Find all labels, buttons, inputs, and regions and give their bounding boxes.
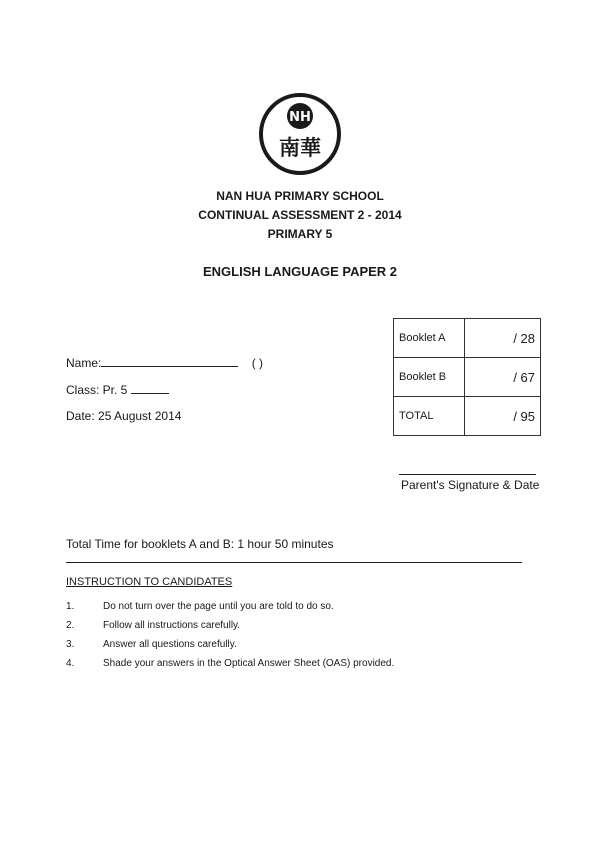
signature-line [399, 474, 536, 475]
class-field [66, 383, 169, 397]
school-name: NAN HUA PRIMARY SCHOOL [216, 189, 384, 203]
score-value: / 67 [465, 358, 541, 397]
class-label: Class: Pr. 5 [66, 383, 128, 397]
date-label: Date: 25 August 2014 [66, 409, 182, 423]
score-label: TOTAL [394, 397, 465, 436]
logo-chinese-name: 南華 [279, 136, 321, 160]
class-blank [131, 383, 169, 394]
assessment-title: CONTINUAL ASSESSMENT 2 - 2014 [198, 208, 402, 222]
total-time: Total Time for booklets A and B: 1 hour 50 minutes [66, 537, 334, 551]
instruction-number: 3. [66, 639, 75, 650]
score-label: Booklet A [394, 319, 465, 358]
divider [66, 562, 522, 563]
score-label: Booklet B [394, 358, 465, 397]
score-value: / 95 [465, 397, 541, 436]
score-table [393, 318, 541, 436]
instruction-number: 1. [66, 601, 75, 612]
score-value: / 28 [465, 319, 541, 358]
paper-title: ENGLISH LANGUAGE PAPER 2 [202, 264, 398, 279]
index-brackets: ( ) [251, 356, 264, 370]
instruction-number: 2. [66, 620, 75, 631]
instruction-number: 4. [66, 658, 75, 669]
instructions-heading: INSTRUCTION TO CANDIDATES [66, 576, 233, 588]
school-logo [258, 92, 342, 176]
list-item [66, 620, 240, 631]
table-row [394, 358, 541, 397]
instruction-text: Follow all instructions carefully. [103, 620, 241, 631]
name-label: Name: [66, 356, 102, 370]
table-row [394, 319, 541, 358]
list-item [66, 658, 394, 669]
signature-label: Parent's Signature & Date [401, 478, 540, 492]
instruction-text: Shade your answers in the Optical Answer Sheet (OAS) provided. [103, 658, 395, 669]
list-item [66, 601, 334, 612]
level-label: PRIMARY 5 [267, 227, 333, 241]
instruction-text: Answer all questions carefully. [103, 639, 237, 650]
instruction-text: Do not turn over the page until you are told to do so. [103, 601, 334, 612]
name-field [66, 356, 263, 370]
table-row [394, 397, 541, 436]
name-blank [101, 356, 238, 367]
logo-initials: NH [289, 110, 311, 125]
list-item [66, 639, 237, 650]
